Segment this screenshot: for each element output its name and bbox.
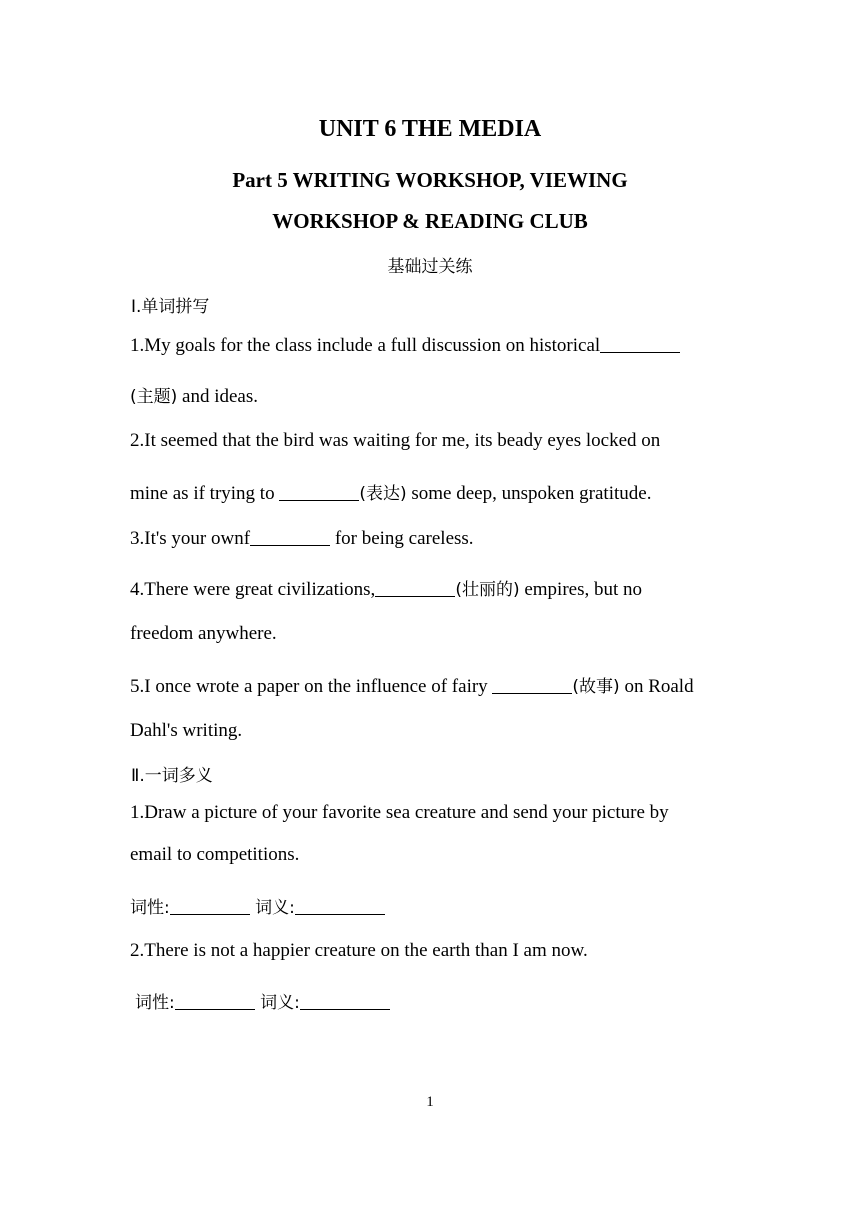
q2-blank[interactable] (279, 482, 359, 501)
part1-q2-line1: 2.It seemed that the bird was waiting for me, its beady eyes locked on (130, 430, 661, 451)
pos-label: 词性: (130, 898, 170, 918)
part2-q1-line1: 1.Draw a picture of your favorite sea creature and send your picture by (130, 802, 669, 823)
part1-q1-line2 (130, 382, 258, 408)
q5-text-end: on Roald (619, 676, 694, 697)
part-title-line2: WORKSHOP & READING CLUB (272, 209, 588, 233)
q2-hint: (表达) (359, 484, 407, 504)
part2-heading: Ⅱ.一词多义 (131, 766, 213, 786)
part-title-line1: Part 5 WRITING WORKSHOP, VIEWING (232, 168, 628, 192)
part2-q2-answer (135, 988, 390, 1014)
part1-q5-line2: Dahl's writing. (130, 720, 243, 741)
part1-q4-line1 (130, 575, 642, 601)
part1-q5-line1 (130, 672, 694, 698)
q1-pos-blank[interactable] (170, 896, 250, 915)
part2-q1-line2: email to competitions. (130, 844, 300, 865)
q4-text-end: empires, but no (519, 579, 643, 600)
part1-q2-line2 (130, 479, 651, 505)
q1-blank[interactable] (600, 334, 680, 353)
part1-q3 (130, 527, 474, 550)
meaning-label: 词义: (249, 898, 295, 918)
q5-hint: (故事) (572, 677, 620, 697)
q1-text-end: and ideas. (177, 386, 258, 407)
meaning-label: 词义: (254, 993, 300, 1013)
q3-blank[interactable] (250, 527, 330, 546)
q3-text: 3.It's your ownf (130, 528, 251, 549)
section-title: 基础过关练 (387, 257, 473, 277)
pos-label: 词性: (135, 993, 175, 1013)
q3-text-end: for being careless. (330, 528, 474, 549)
part1-q1-line1 (130, 334, 680, 357)
page-number: 1 (426, 1094, 434, 1110)
part1-q4-line2: freedom anywhere. (130, 623, 277, 644)
unit-title: UNIT 6 THE MEDIA (318, 116, 542, 142)
q2-pos-blank[interactable] (175, 991, 255, 1010)
q1-hint: (主题) (130, 387, 178, 407)
q2-meaning-blank[interactable] (300, 991, 390, 1010)
q5-blank[interactable] (492, 675, 572, 694)
q4-hint: (壮丽的) (455, 580, 520, 600)
q2-text-end: some deep, unspoken gratitude. (406, 483, 652, 504)
q4-blank[interactable] (375, 578, 455, 597)
q4-text: 4.There were great civilizations, (130, 579, 376, 600)
q1-text: 1.My goals for the class include a full discussion on historical (130, 335, 601, 356)
q1-meaning-blank[interactable] (295, 896, 385, 915)
part2-q1-answer (130, 893, 385, 919)
q2-text: mine as if trying to (130, 483, 280, 504)
part1-heading: Ⅰ.单词拼写 (131, 297, 210, 317)
q5-text: 5.I once wrote a paper on the influence of fairy (130, 676, 493, 697)
part2-q2: 2.There is not a happier creature on the earth than I am now. (130, 940, 588, 961)
